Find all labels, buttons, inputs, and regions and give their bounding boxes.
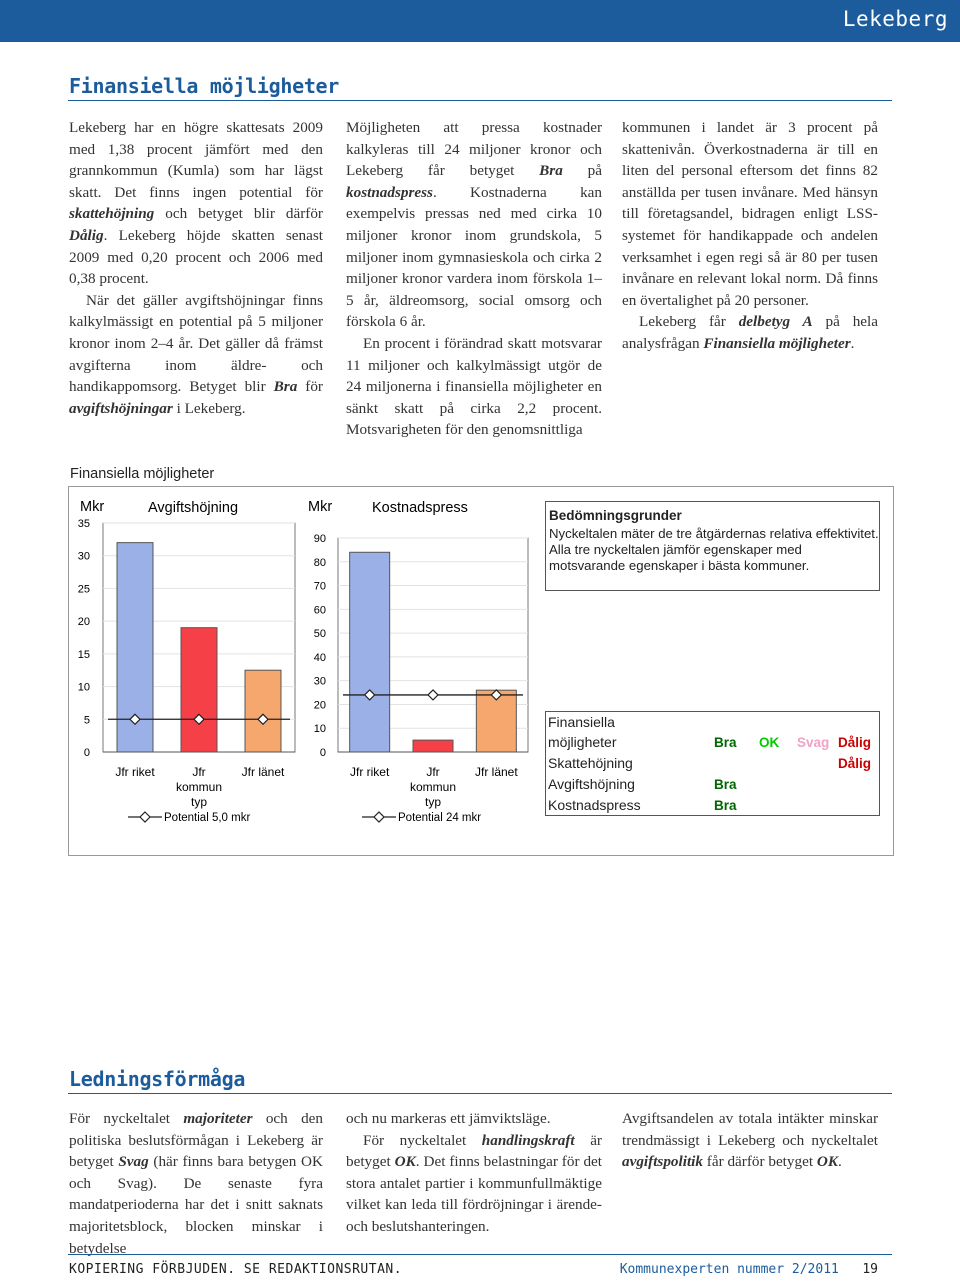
emphasis: avgiftshöjningar <box>69 399 173 417</box>
paragraph <box>346 333 602 441</box>
text-run: . <box>850 334 855 352</box>
y-tick-label: 10 <box>77 681 90 694</box>
grade-scale-ok: OK <box>759 735 780 750</box>
text-run: och nu markeras ett jämviktsläge. <box>346 1110 551 1127</box>
paragraph <box>622 117 878 311</box>
grade-row-value: Dålig <box>838 756 872 771</box>
footer-magazine: Kommunexperten nummer 2/2011 <box>619 1262 839 1277</box>
text-run: . Det finns belastningar för det stora antalet partier i kommunfullmäktige vilket kan leda till fördröjningar i ärende- och beslutshanteringen. <box>346 1153 602 1235</box>
legend-marker <box>374 812 384 822</box>
grade-row-value: Bra <box>714 798 737 813</box>
y-tick-label: 60 <box>313 604 326 617</box>
emphasis: Bra <box>273 378 298 396</box>
text-run: Avgiftsandelen av totala intäkter minskar trendmässigt i Lekeberg och nyckeltalet <box>622 1110 878 1149</box>
paragraph <box>69 290 323 420</box>
text-run: är betyget <box>346 1131 602 1171</box>
text-run: När det gäller avgiftshöjningar finns kalkylmässigt en potential på 5 miljoner kronor inom 2–4 år. Det gäller då främst avgifterna inom äldre- och handikappomsorg. Betyget blir <box>69 291 323 396</box>
bar <box>350 552 390 752</box>
y-tick-label: 35 <box>77 518 90 530</box>
grades-heading-2: möjligheter <box>548 734 617 750</box>
paragraph <box>346 1108 602 1130</box>
y-unit-label: Mkr <box>308 499 333 515</box>
text-column-6 <box>622 1108 878 1173</box>
page-number: 19 <box>862 1262 878 1277</box>
y-tick-label: 30 <box>313 675 326 688</box>
text-run: och den politiska beslutsförmågan i Lekeberg är betyget <box>69 1110 323 1171</box>
text-run: För nyckeltalet <box>363 1131 482 1149</box>
x-tick-label: Jfr riket <box>115 765 155 779</box>
text-column-5 <box>346 1108 602 1238</box>
text-run: För nyckeltalet <box>69 1110 184 1127</box>
text-run: och betyget blir därför <box>154 205 323 223</box>
paragraph <box>69 117 323 290</box>
y-tick-label: 90 <box>313 533 326 545</box>
text-run: Möjligheten att pressa kostnader kalkyleras till 24 miljoner kronor och Lekeberg får betyget <box>346 119 602 180</box>
footer-copyright: KOPIERING FÖRBJUDEN. SE REDAKTIONSRUTAN. <box>69 1262 403 1277</box>
y-unit-label: Mkr <box>80 499 105 515</box>
bar <box>245 670 281 752</box>
text-run: får därför betyget <box>703 1153 817 1171</box>
assessment-box <box>545 501 880 591</box>
header-bar <box>0 0 960 42</box>
y-tick-label: 40 <box>313 651 326 664</box>
text-column-2 <box>346 117 602 441</box>
y-tick-label: 0 <box>83 747 90 759</box>
chart-kostnadspress <box>300 490 530 835</box>
x-tick-label: Jfr länet <box>241 765 285 779</box>
y-tick-label: 20 <box>77 616 90 629</box>
paragraph <box>346 1130 602 1238</box>
text-run: . Kostnaderna kan exempelvis pressas ned med cirka 10 miljoner kronor inom grundskola, 5 miljoner inom gymnasieskola och cirka 2 miljoner kronor vardera inom förskola 1–5 år, äldreomsorg, social omsorg och förskola 6 år. <box>346 183 602 331</box>
y-tick-label: 5 <box>83 714 90 727</box>
emphasis: delbetyg A <box>738 313 813 331</box>
header-title: Lekeberg <box>842 7 948 31</box>
chart-avgiftshojning <box>70 490 298 835</box>
y-tick-label: 50 <box>313 628 326 641</box>
emphasis: Dålig <box>69 226 104 244</box>
text-run: för <box>297 378 323 396</box>
y-tick-label: 70 <box>313 580 326 593</box>
potential-marker <box>428 690 438 700</box>
grade-scale-bra: Bra <box>714 735 737 750</box>
text-run: på <box>562 162 602 180</box>
text-run: kommunen i landet är 3 procent på skattenivån. Överkostnaderna är till en liten del personal eftersom det finns 82 anställda per tusen invånare. Med hänsyn till företagsandel, bidragen enligt LSS-systemet för handikappade och andelen verksamhet i egen regi så är 80 per tusen invånare en relevant lokal norm. Då finns en övertalighet på 20 personer. <box>622 119 878 309</box>
text-column-3 <box>622 117 878 355</box>
x-tick-label: Jfr kommun typ <box>175 765 223 809</box>
legend-label: Potential 5,0 mkr <box>164 812 251 824</box>
emphasis: majoriteter <box>183 1110 253 1127</box>
assessment-text: Nyckeltalen mäter de tre åtgärdernas relativa effektivitet. Alla tre nyckeltalen jämför egenskaper med motsvarande egenskaper i bästa kommuner. <box>549 526 879 573</box>
heading-rule-2 <box>68 1093 892 1094</box>
y-tick-label: 10 <box>313 723 326 736</box>
assessment-title: Bedömningsgrunder <box>549 508 682 523</box>
legend-label: Potential 24 mkr <box>398 812 482 824</box>
emphasis: kostnadspress <box>346 183 433 201</box>
bar <box>181 628 217 752</box>
grade-scale-dalig: Dålig <box>838 735 872 750</box>
y-tick-label: 30 <box>77 550 90 563</box>
grades-box <box>545 711 880 816</box>
text-column-1 <box>69 117 323 419</box>
text-run: . <box>837 1153 842 1171</box>
text-column-4 <box>69 1108 323 1259</box>
emphasis: handlingskraft <box>481 1131 575 1149</box>
figure-title: Finansiella möjligheter <box>70 466 215 482</box>
emphasis: Finansiella möjligheter <box>703 334 851 352</box>
y-tick-label: 20 <box>313 699 326 712</box>
emphasis: Bra <box>539 162 563 180</box>
chart-title: Avgiftshöjning <box>148 500 239 516</box>
paragraph <box>69 1108 323 1259</box>
section-heading-finansiella: Finansiella möjligheter <box>69 74 340 98</box>
y-tick-label: 25 <box>77 583 90 596</box>
legend-marker <box>140 812 150 822</box>
heading-rule <box>68 100 892 101</box>
paragraph <box>346 117 602 333</box>
section-heading-ledningsformaga: Ledningsförmåga <box>69 1067 246 1091</box>
grade-row-value: Bra <box>714 777 737 792</box>
paragraph <box>622 311 878 354</box>
text-run: En procent i förändrad skatt motsvarar 11 miljoner och kalkylmässigt utgör de 24 miljonerna i finansiella möjligheter en sänkt skatt på cirka 2,2 procent. Motsvarigheten för den genomsnittliga <box>346 334 602 439</box>
x-tick-label: Jfr länet <box>474 765 518 779</box>
bar <box>413 740 453 752</box>
grade-row-label: Skattehöjning <box>548 755 633 771</box>
x-tick-label: Jfr riket <box>349 765 390 779</box>
emphasis: OK <box>394 1153 416 1171</box>
y-tick-label: 80 <box>313 556 326 569</box>
emphasis: Svag <box>118 1153 149 1171</box>
text-run: Lekeberg har en högre skattesats 2009 med 1,38 procent jämfört med den grannkommun (Kumla) som har lägst skatt. Det finns ingen potential för <box>69 119 323 201</box>
paragraph <box>622 1108 878 1173</box>
y-tick-label: 15 <box>77 648 90 661</box>
x-tick-label: Jfr kommun typ <box>409 765 457 809</box>
y-tick-label: 0 <box>319 747 326 759</box>
footer-publication <box>620 1262 878 1277</box>
emphasis: skattehöjning <box>69 205 155 223</box>
grades-heading-1: Finansiella <box>548 714 615 730</box>
text-run: Lekeberg får <box>639 313 739 331</box>
chart-title: Kostnadspress <box>372 500 468 516</box>
grade-row-label: Avgiftshöjning <box>548 776 635 792</box>
text-run: (här finns bara betygen OK och Svag). De senaste fyra mandatperioderna har det i snitt saknats majoritetsblock, blocken minskar i betydelse <box>69 1153 323 1257</box>
footer-rule <box>68 1254 892 1255</box>
grade-scale-svag: Svag <box>797 735 830 750</box>
text-run: . Lekeberg höjde skatten senast 2009 med 0,20 procent och 2006 med 0,38 procent. <box>69 226 323 288</box>
text-run: på hela analysfrågan <box>622 313 879 352</box>
emphasis: avgiftspolitik <box>622 1153 703 1171</box>
text-run: i Lekeberg. <box>172 399 246 417</box>
emphasis: OK <box>816 1153 838 1171</box>
grade-row-label: Kostnadspress <box>548 797 641 813</box>
